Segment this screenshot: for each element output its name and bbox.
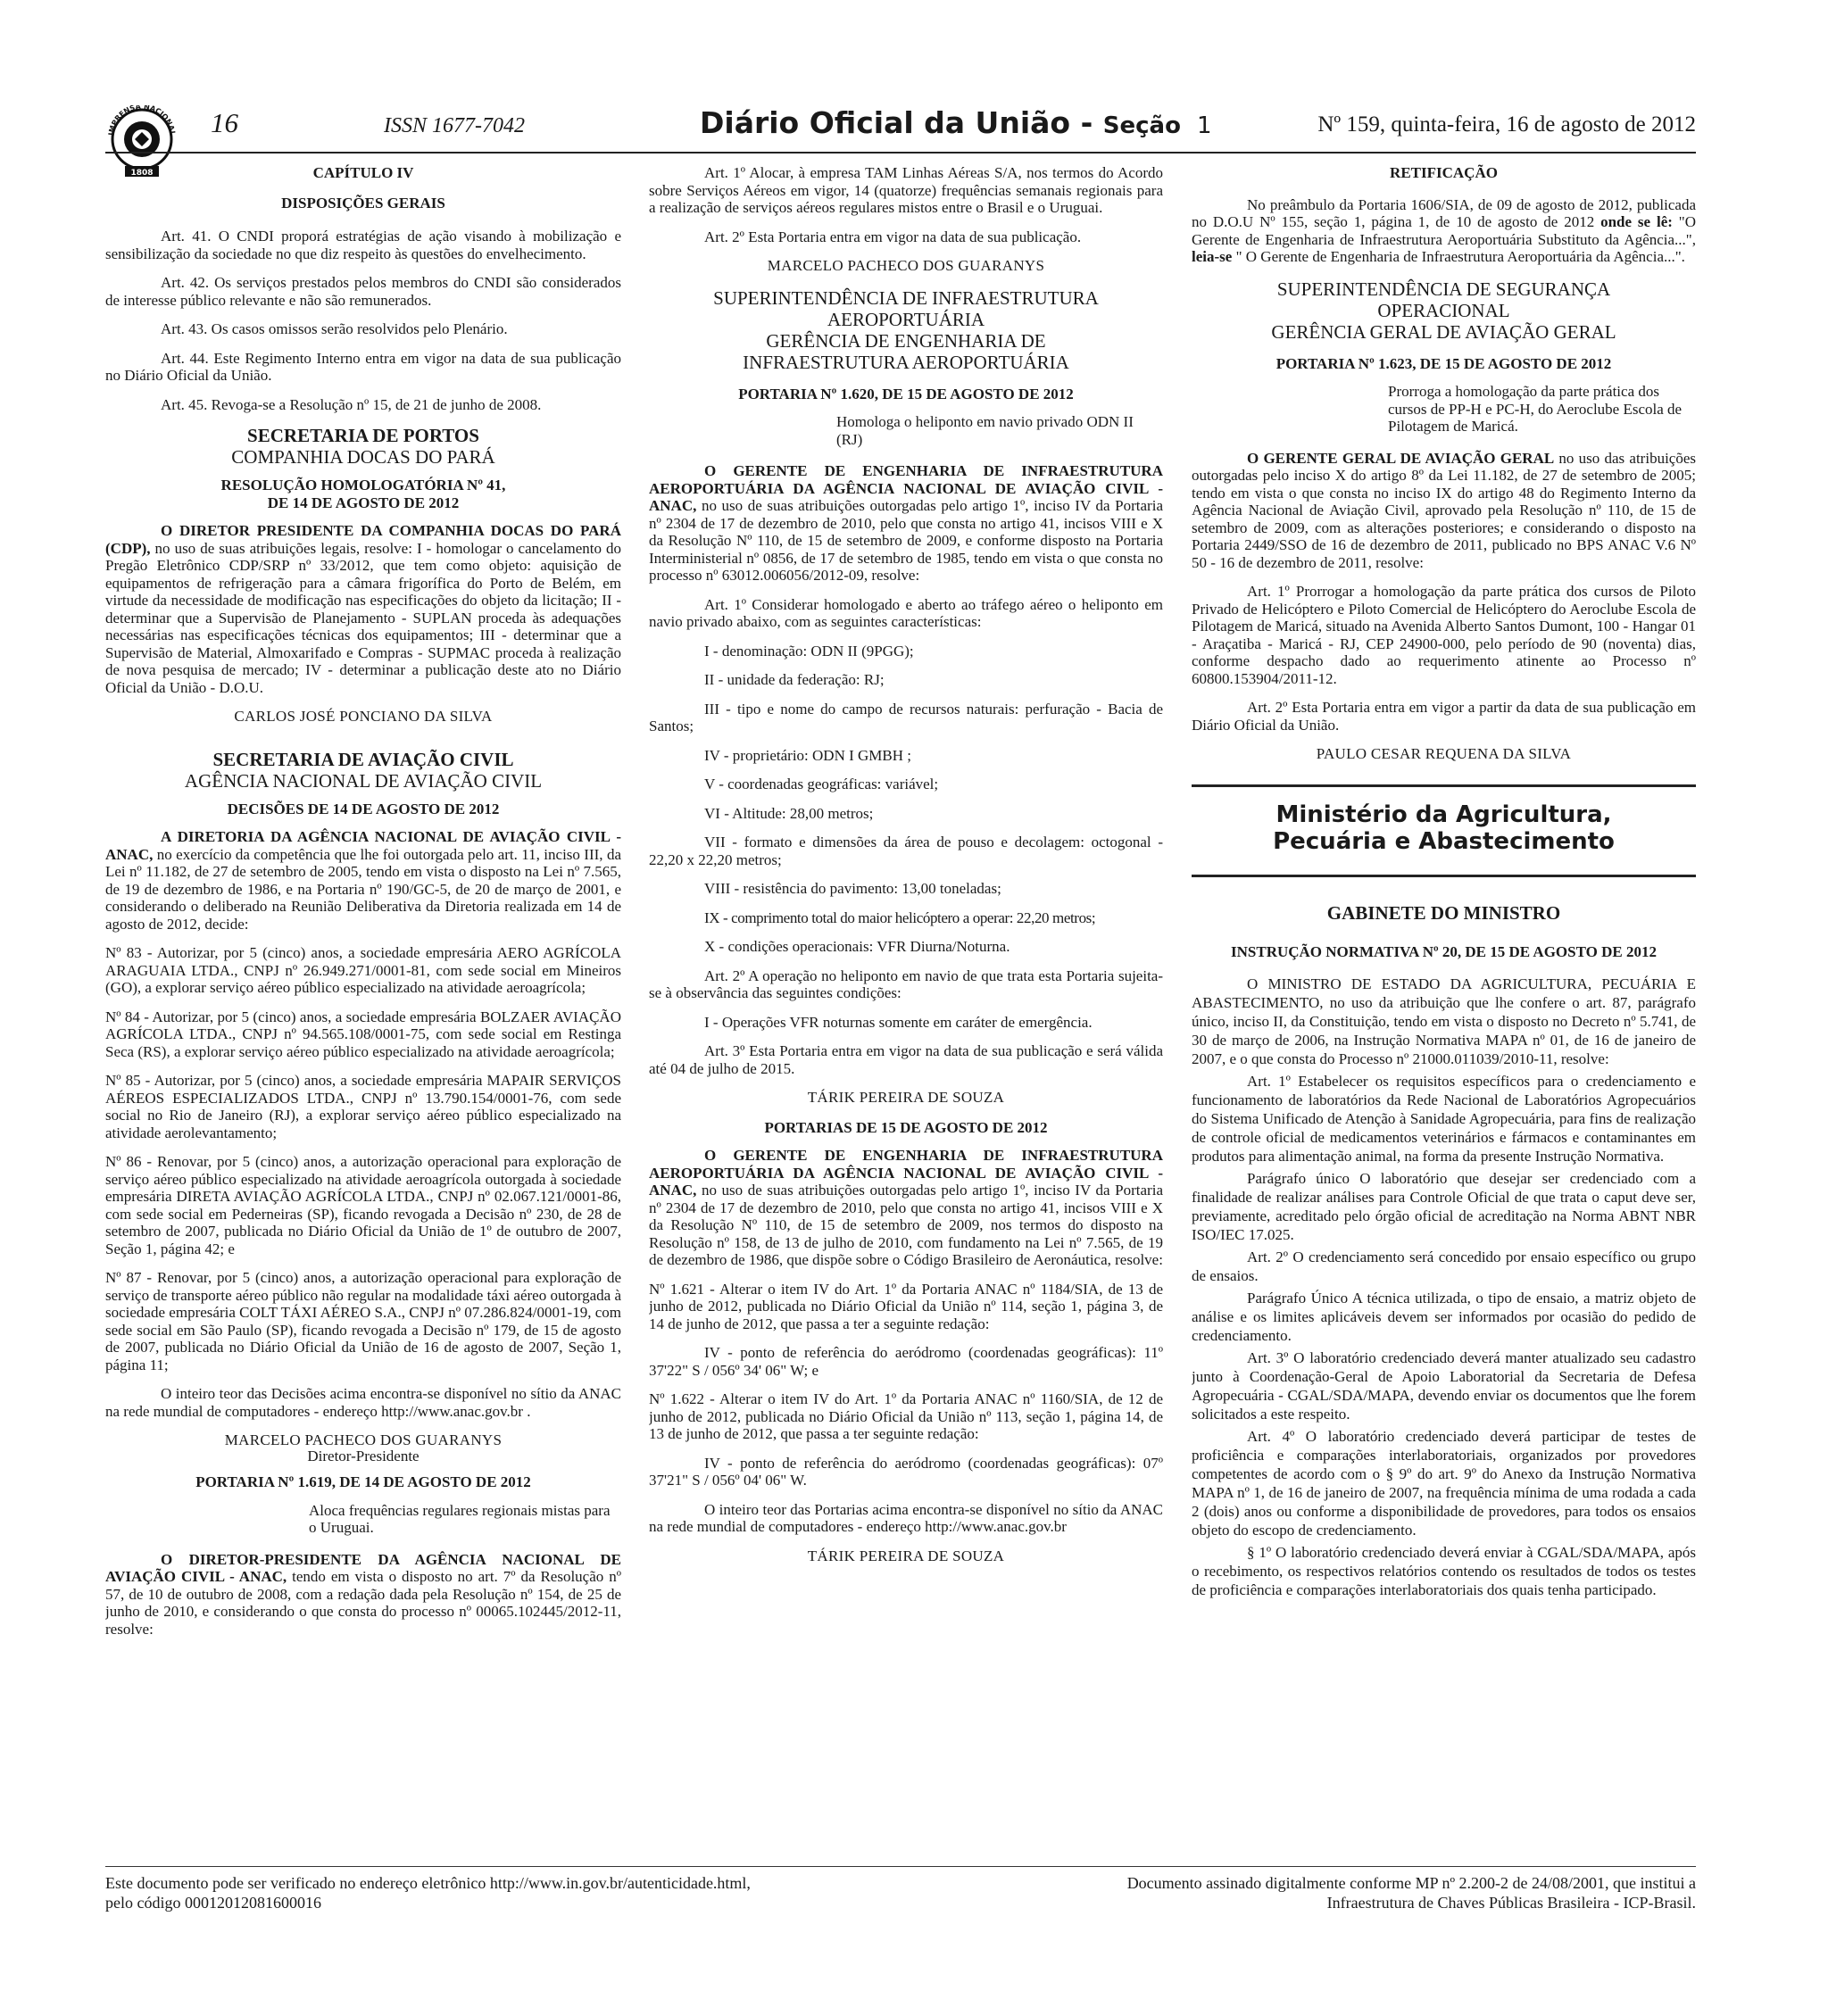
resolucao-body	[105, 522, 621, 696]
org-anac: AGÊNCIA NACIONAL DE AVIAÇÃO CIVIL	[184, 769, 543, 792]
article-42: Art. 42. Os serviços prestados pelos membros do CNDI são considerados de interesse público relevante e não são remunerados.	[105, 274, 621, 309]
gabinete-heading: GABINETE DO MINISTRO	[1326, 901, 1561, 924]
signature-paulo: PAULO CESAR REQUENA DA SILVA	[1316, 745, 1572, 762]
resolucao-lead: O DIRETOR PRESIDENTE DA COMPANHIA DOCAS DO PARÁ (CDP),	[105, 522, 621, 557]
chapter-heading: CAPÍTULO IV	[312, 164, 414, 181]
item-iv: IV - proprietário: ODN I GMBH ;	[704, 746, 911, 764]
retificacao-text-b: "O Gerente de Engenharia de Infraestrutura Aeroportuária Substituto da Agência...",	[1192, 213, 1696, 248]
signature-carlos: CARLOS JOSÉ PONCIANO DA SILVA	[234, 708, 493, 725]
portaria-1619-text: tendo em vista o disposto no art. 7º da Resolução nº 57, de 10 de outubro de 2008, com a redação dada pela Resolução nº 154, de 25 de junho de 2010, e considerando o que consta do processo nº 00065.102445/2012-11, resolve:	[105, 1568, 621, 1638]
portarias-lead: O GERENTE DE ENGENHARIA DE INFRAESTRUTURA AEROPORTUÁRIA DA AGÊNCIA NACIONAL DE AVIAÇÃO CIVIL - ANAC,	[649, 1147, 1163, 1199]
publication-title	[700, 105, 1212, 140]
org-sia-line1: SUPERINTENDÊNCIA DE INFRAESTRUTURA	[713, 286, 1099, 309]
org-sso-line3: GERÊNCIA GERAL DE AVIAÇÃO GERAL	[1271, 320, 1616, 343]
portaria-1619-lead: O DIRETOR-PRESIDENTE DA AGÊNCIA NACIONAL DE AVIAÇÃO CIVIL - ANAC,	[105, 1550, 621, 1585]
portarias-body	[649, 1147, 1163, 1269]
org-sia-line4: INFRAESTRUTURA AEROPORTUÁRIA	[743, 351, 1069, 373]
ministry-name-line1: Ministério da Agricultura,	[1275, 801, 1612, 828]
seal-year: 1808	[130, 169, 154, 178]
retificacao-heading: RETIFICAÇÃO	[1390, 164, 1498, 181]
retificacao-leia: leia-se	[1192, 248, 1233, 265]
portaria-1620-art2: Art. 2º A operação no heliponto em navio de que trata esta Portaria sujeita-se à observância das seguintes condições:	[649, 967, 1163, 1001]
retificacao-text-a: No preâmbulo da Portaria 1606/SIA, de 09 de agosto de 2012, publicada no D.O.U Nº 155, seção 1, página 1, de 10 de agosto de 2012	[1192, 195, 1696, 230]
portaria-1620-art1: Art. 1º Considerar homologado e aberto ao tráfego aéreo o heliponto em navio privado abaixo, com as seguintes características:	[649, 595, 1163, 630]
publication-name: Diário Oficial da União -	[700, 105, 1093, 140]
portaria-1623-abstract: Prorroga a homologação da parte prática dos cursos de PP-H e PC-H, do Aeroclube Escola de Pilotagem de Maricá.	[1388, 383, 1683, 435]
portaria-1619-abstract: Aloca frequências regulares regionais mistas para o Uruguai.	[309, 1501, 611, 1536]
portaria-1622: Nº 1.622 - Alterar o item IV do Art. 1º da Portaria ANAC nº 1160/SIA, de 12 de junho de 2012, publicada no Diário Oficial da União nº 113, seção 1, página 14, de 13 de junho de 2012, que passa a ter seguinte redação:	[649, 1390, 1163, 1442]
org-secretaria-portos: SECRETARIA DE PORTOS	[247, 425, 479, 446]
page-number: 16	[211, 107, 238, 138]
in-article-2: Art. 2º O credenciamento será concedido por ensaio específico ou grupo de ensaios.	[1192, 1249, 1696, 1284]
issue-info: Nº 159, quinta-feira, 16 de agosto de 2012	[1317, 112, 1696, 137]
resolucao-text: no uso de suas atribuições legais, resolve: I - homologar o cancelamento do Pregão Eletrônico CDP/SRP nº 33/2012, que tem como objeto: aquisição de equipamentos de refrigeração para a câmara frigorífica do Porto de Belém, em virtude da necessidade de modificação nas especificações do objeto da licitação; II - determinar que a Supervisão de Planejamento - SUPLAN proceda às adequações necessárias nas especificações técnicas dos equipamentos; III - determinar que a Supervisão de Material, Almoxarifado e Compras - SUPMAC proceda à realização de nova pesquisa de mercado; IV - determinar a publicação deste ato no Diário Oficial da União - D.O.U.	[105, 539, 621, 696]
in-article-1: Art. 1º Estabelecer os requisitos específicos para o credenciamento e funcionamento de laboratórios da Rede Nacional de Laboratórios Agropecuários do Sistema Unificado de Atenção à Sanidade Agropecuária, para fins de realização de controle oficial de medicamentos veterinários e fármacos e contaminantes em produtos para alimentação animal, na forma da presente Instrução Normativa.	[1192, 1073, 1696, 1165]
decisao-87: Nº 87 - Renovar, por 5 (cinco) anos, a autorização operacional para exploração de serviço de transporte aéreo público não regular na modalidade táxi aéreo outorgada à sociedade empresária COLT TÁXI AÉREO S.A., CNPJ nº 07.286.824/0001-19, com sede social em São Paulo (SP), ficando revogada a Decisão nº 179, de 15 de agosto de 2007, publicada no Diário Oficial da União de 16 de agosto de 2007, Seção 1, página 11;	[105, 1269, 621, 1373]
portaria-1623-art2: Art. 2º Esta Portaria entra em vigor a partir da data de sua publicação em Diário Oficial da União.	[1192, 699, 1696, 734]
footer-signature-notice	[1127, 1873, 1696, 1912]
decisao-84: Nº 84 - Autorizar, por 5 (cinco) anos, a sociedade empresária BOLZAER AVIAÇÃO AGRÍCOLA LTDA., CNPJ nº 94.565.108/0001-75, com sede social em Restinga Seca (RS), a explorar serviço aéreo público especializado na atividade aeroagrícola;	[105, 1008, 621, 1060]
portaria-1622-iv: IV - ponto de referência do aeródromo (coordenadas geográficas): 07º 37'21" S / 056º 04' 06" W.	[649, 1454, 1163, 1489]
footer-verification-line1: Este documento pode ser verificado no endereço eletrônico http://www.in.gov.br/autenticidade.html,	[105, 1874, 751, 1892]
item-iii: III - tipo e nome do campo de recursos naturais: perfuração - Bacia de Santos;	[649, 700, 1163, 734]
portarias-text: no uso de suas atribuições outorgadas pelo artigo 1º, inciso IV da Portaria nº 2304 de 17 de dezembro de 2010, pelo que consta no artigo 41, incisos VIII e X da Resolução Nº 110, de 15 de setembro de 2009, nos termos do disposto na Resolução nº 158, de 13 de julho de 2010, com fundamento na Lei nº 7.565, de 19 de dezembro de 1986, que dispõe sobre o Código Brasileiro de Aeronáutica, resolve:	[649, 1182, 1163, 1268]
org-secretaria-aviacao: SECRETARIA DE AVIAÇÃO CIVIL	[212, 748, 514, 770]
article-44: Art. 44. Este Regimento Interno entra em vigor na data de sua publicação no Diário Oficial da União.	[105, 349, 621, 384]
footer-verification-code: pelo código 00012012081600016	[105, 1894, 321, 1912]
item-vi: VI - Altitude: 28,00 metros;	[704, 804, 874, 822]
portaria-1619-art2: Art. 2º Esta Portaria entra em vigor na data de sua publicação.	[704, 228, 1082, 245]
portaria-1620-title: PORTARIA Nº 1.620, DE 15 DE AGOSTO DE 2012	[738, 385, 1074, 402]
item-x: X - condições operacionais: VFR Diurna/Noturna.	[704, 938, 1010, 955]
in-preamble: O MINISTRO DE ESTADO DA AGRICULTURA, PECUÁRIA E ABASTECIMENTO, no uso da atribuição que lhe confere o art. 87, parágrafo único, inciso II, da Constituição, tendo em vista o disposto no Decreto nº 5.741, de 30 de março de 2006, na Instrução Normativa MAPA nº 01, de 16 de janeiro de 2007, e o que consta do Processo nº 21000.011039/2010-11, resolve:	[1192, 975, 1696, 1067]
decisao-85: Nº 85 - Autorizar, por 5 (cinco) anos, a sociedade empresária MAPAIR SERVIÇOS AÉREOS ESPECIALIZADOS LTDA., CNPJ nº 13.790.154/0001-76, com sede social no Rio de Janeiro (RJ), a explorar serviço aéreo público especializado na atividade aerolevantamento;	[105, 1072, 621, 1141]
header-rule	[105, 152, 1696, 153]
resolucao-title: RESOLUÇÃO HOMOLOGATÓRIA Nº 41, DE 14 DE AGOSTO DE 2012	[220, 477, 506, 511]
decisao-83: Nº 83 - Autorizar, por 5 (cinco) anos, a sociedade empresária AERO AGRÍCOLA ARAGUAIA LTDA., CNPJ nº 26.949.271/0001-81, com sede social em Mineiros (GO), a explorar serviço aéreo público especializado na atividade aeroagrícola;	[105, 944, 621, 996]
footer-signature-line1: Documento assinado digitalmente conforme MP nº 2.200-2 de 24/08/2001, que institui a	[1126, 1874, 1696, 1892]
article-43: Art. 43. Os casos omissos serão resolvidos pelo Plenário.	[161, 320, 508, 337]
portaria-1619-body	[105, 1551, 621, 1639]
section-label: Seção	[1102, 112, 1181, 139]
portaria-1620-body	[649, 462, 1163, 585]
decisoes-lead: A DIRETORIA DA AGÊNCIA NACIONAL DE AVIAÇÃO CIVIL - ANAC,	[105, 828, 621, 863]
portaria-1623-title: PORTARIA Nº 1.623, DE 15 DE AGOSTO DE 2012	[1275, 354, 1612, 372]
ministry-name-line2: Pecuária e Abastecimento	[1273, 827, 1615, 855]
footer-rule	[105, 1866, 1696, 1867]
org-sia-line2: AEROPORTUÁRIA	[827, 308, 985, 330]
portaria-1619-art1: Art. 1º Alocar, à empresa TAM Linhas Aéreas S/A, nos termos do Acordo sobre Serviços Aéreos em vigor, 14 (quatorze) frequências semanais regionais para a realização de serviços aéreos regulares mistos entre o Brasil e o Uruguai.	[649, 164, 1163, 216]
in-paragraph-unico-2: Parágrafo Único A técnica utilizada, o tipo de ensaio, a matriz objeto de análise e os limites aplicáveis devem ser informados por ocasião do pedido de credenciamento.	[1192, 1290, 1696, 1344]
org-companhia-docas: COMPANHIA DOCAS DO PARÁ	[231, 446, 495, 468]
item-ix: IX - comprimento total do maior helicóptero a operar: 22,20 metros;	[704, 908, 1096, 926]
portaria-1621: Nº 1.621 - Alterar o item IV do Art. 1º da Portaria ANAC nº 1184/SIA, de 13 de junho de 2012, publicada no Diário Oficial da União nº 114, seção 1, página 3, de 14 de junho de 2012, que passa a ter a seguinte redação:	[649, 1280, 1163, 1332]
signature-marcelo: MARCELO PACHECO DOS GUARANYS	[224, 1431, 503, 1448]
item-viii: VIII - resistência do pavimento: 13,00 toneladas;	[704, 880, 1001, 897]
chapter-title: DISPOSIÇÕES GERAIS	[281, 194, 445, 212]
decisoes-title: DECISÕES DE 14 DE AGOSTO DE 2012	[227, 800, 500, 817]
portaria-1619-title: PORTARIA Nº 1.619, DE 14 DE AGOSTO DE 2012	[195, 1473, 531, 1490]
column-middle	[649, 161, 1163, 1861]
portaria-1623-text: no uso das atribuições outorgadas pelo inciso X do artigo 8º da Lei 11.182, de 27 de setembro de 2005; tendo em vista o que consta no inciso IX do artigo 48 do Regimento Interno da Agência Nacional de Aviação Civil, aprovado pela Resolução nº 110, de 15 de setembro de 2009, com as alterações posteriores; e considerando o disposto na Portaria 2449/SSO de 16 de dezembro de 2011, publicado no BPS ANAC V.6 Nº 50 - 16 de dezembro de 2011, resolve:	[1192, 449, 1696, 571]
portaria-1620-text: no uso de suas atribuições outorgadas pelo artigo 1º, inciso IV da Portaria nº 2304 de 17 de dezembro de 2010, pelo que consta no artigo 41, incisos VIII e X da Resolução Nº 110, de 15 de setembro de 2009, e conforme disposto na Portaria Interministerial nº 0856, de 17 de setembro de 1985, tendo em vista o que consta no processo nº 63012.006056/2012-09, resolve:	[649, 497, 1163, 584]
signature-tarik: TÁRIK PEREIRA DE SOUZA	[807, 1089, 1005, 1106]
portarias-inteiro-teor: O inteiro teor das Portarias acima encontra-se disponível no sítio da ANAC na rede mundial de computadores - endereço http://www.anac.gov.br	[649, 1500, 1163, 1535]
footer-verification	[105, 1873, 751, 1912]
instrucao-normativa-title: INSTRUÇÃO NORMATIVA Nº 20, DE 15 DE AGOSTO DE 2012	[1231, 942, 1657, 960]
column-left	[105, 161, 621, 1861]
portaria-1623-art1: Art. 1º Prorrogar a homologação da parte prática dos cursos de Piloto Privado de Helicóptero e Piloto Comercial de Helicóptero do Aeroclube Escola de Pilotagem de Maricá, situado na Avenida Alberto Santos Dumont, 100 - Hangar 01 - Araçatiba - Maricá - RJ, CEP 24900-000, pelo período de 90 (noventa) dias, conforme despacho dado ao requerimento atinente ao Processo nº 60800.153904/2011-12.	[1192, 583, 1696, 687]
item-v: V - coordenadas geográficas: variável;	[704, 776, 939, 792]
section-number: 1	[1196, 112, 1212, 139]
condicao-i: I - Operações VFR noturnas somente em caráter de emergência.	[704, 1013, 1093, 1031]
signature-tarik-2: TÁRIK PEREIRA DE SOUZA	[807, 1547, 1005, 1564]
in-article-4: Art. 4º O laboratório credenciado deverá participar de testes de proficiência e comparações interlaboratoriais, organizados por provedores competentes de acordo com o § 9º do art. 9º do Anexo da Instrução Normativa MAPA nº 1, de 16 de janeiro de 2007, na frequência mínima de uma rodada a cada 2 (dois) anos ou conforme a disponibilidade de provedores, para todos os ensaios objeto do escopo de credenciamento.	[1192, 1428, 1696, 1539]
org-sso-line2: OPERACIONAL	[1377, 299, 1510, 321]
page-footer	[105, 1866, 1696, 1912]
portarias-title: PORTARIAS DE 15 DE AGOSTO DE 2012	[764, 1118, 1048, 1136]
decisao-86: Nº 86 - Renovar, por 5 (cinco) anos, a autorização operacional para exploração de serviço aéreo público especializado na atividade aeroagrícola outorgada à sociedade empresária DIRETA AVIAÇÃO AGRÍCOLA LTDA., CNPJ nº 02.067.121/0001-86, com sede social em Pederneiras (SP), ficando revogada a Decisão nº 230, de 28 de setembro de 2007, publicada no Diário Oficial da União de 1º de outubro de 2007, Seção 1, página 42; e	[105, 1153, 621, 1257]
portaria-1620-lead: O GERENTE DE ENGENHARIA DE INFRAESTRUTURA AEROPORTUÁRIA DA AGÊNCIA NACIONAL DE AVIAÇÃO CIVIL - ANAC,	[649, 462, 1163, 514]
org-sso-line1: SUPERINTENDÊNCIA DE SEGURANÇA	[1276, 278, 1611, 300]
footer-signature-line2: Infraestrutura de Chaves Públicas Brasileira - ICP-Brasil.	[1326, 1894, 1696, 1912]
portaria-1621-iv: IV - ponto de referência do aeródromo (coordenadas geográficas): 11º 37'22" S / 056º 34' 06" W; e	[649, 1344, 1163, 1379]
in-article-3: Art. 3º O laboratório credenciado deverá manter atualizado seu cadastro junto à Coordenação-Geral de Apoio Laboratorial da Secretaria de Defesa Agropecuária - CGAL/SDA/MAPA, devendo enviar os documentos que lhe forem solicitados a este respeito.	[1192, 1349, 1696, 1423]
ministry-header-box	[1192, 784, 1696, 877]
decisoes-inteiro-teor: O inteiro teor das Decisões acima encontra-se disponível no sítio da ANAC na rede mundial de computadores - endereço http://www.anac.gov.br .	[105, 1385, 621, 1420]
in-paragraph-unico-1: Parágrafo único O laboratório que desejar ser credenciado com a finalidade de realizar análises para Controle Oficial de que trata o caput deve ser, previamente, acreditado pelo órgão oficial de acreditação na Norma ABNT NBR ISO/IEC 17.025.	[1192, 1170, 1696, 1243]
decisoes-text: no exercício da competência que lhe foi outorgada pelo art. 11, inciso III, da Lei nº 11.182, de 27 de setembro de 2005, tendo em vista o disposto na Lei nº 7.565, de 19 de dezembro de 1986, e na Portaria nº 190/GC-5, de 20 de março de 2001, e considerando o deliberado na Reunião Deliberativa da Diretoria realizada em 14 de agosto de 2012, decide:	[105, 845, 621, 933]
seal-text: IMPRENSA NACIONAL	[107, 105, 177, 137]
item-i: I - denominação: ODN II (9PGG);	[704, 642, 914, 660]
retificacao-text-c: " O Gerente de Engenharia de Infraestrutura Aeroportuária da Agência...".	[1232, 248, 1685, 265]
column-right	[1192, 161, 1696, 1861]
in-article-4-par-1: § 1º O laboratório credenciado deverá enviar à CGAL/SDA/MAPA, após o recebimento, os respectivos relatórios contendo os resultados de todos os testes de proficiência e comparações interlaboratoriais dos quais tenha participado.	[1192, 1544, 1696, 1598]
signature-marcelo-role: Diretor-Presidente	[307, 1447, 420, 1464]
retificacao-body	[1192, 196, 1696, 266]
portaria-1623-lead: O GERENTE GERAL DE AVIAÇÃO GERAL	[1247, 449, 1555, 467]
item-vii: VII - formato e dimensões da área de pouso e decolagem: octogonal - 22,20 x 22,20 metros;	[649, 834, 1163, 868]
org-sia-line3: GERÊNCIA DE ENGENHARIA DE	[766, 329, 1046, 352]
article-41: Art. 41. O CNDI proporá estratégias de ação visando à mobilização e sensibilização da sociedade no que diz respeito às questões do envelhecimento.	[105, 228, 621, 262]
decisoes-body	[105, 828, 621, 933]
portaria-1620-art3: Art. 3º Esta Portaria entra em vigor na data de sua publicação e será válida até 04 de julho de 2015.	[649, 1042, 1163, 1077]
retificacao-onde: onde se lê:	[1600, 213, 1673, 230]
signature-marcelo-2: MARCELO PACHECO DOS GUARANYS	[767, 257, 1045, 274]
portaria-1620-abstract: Homologa o heliponto em navio privado ODN II (RJ)	[836, 413, 1134, 448]
portaria-1623-body	[1192, 450, 1696, 572]
item-ii: II - unidade da federação: RJ;	[704, 671, 885, 688]
article-45: Art. 45. Revoga-se a Resolução nº 15, de 21 de junho de 2008.	[161, 395, 542, 413]
issn: ISSN 1677-7042	[384, 114, 525, 137]
